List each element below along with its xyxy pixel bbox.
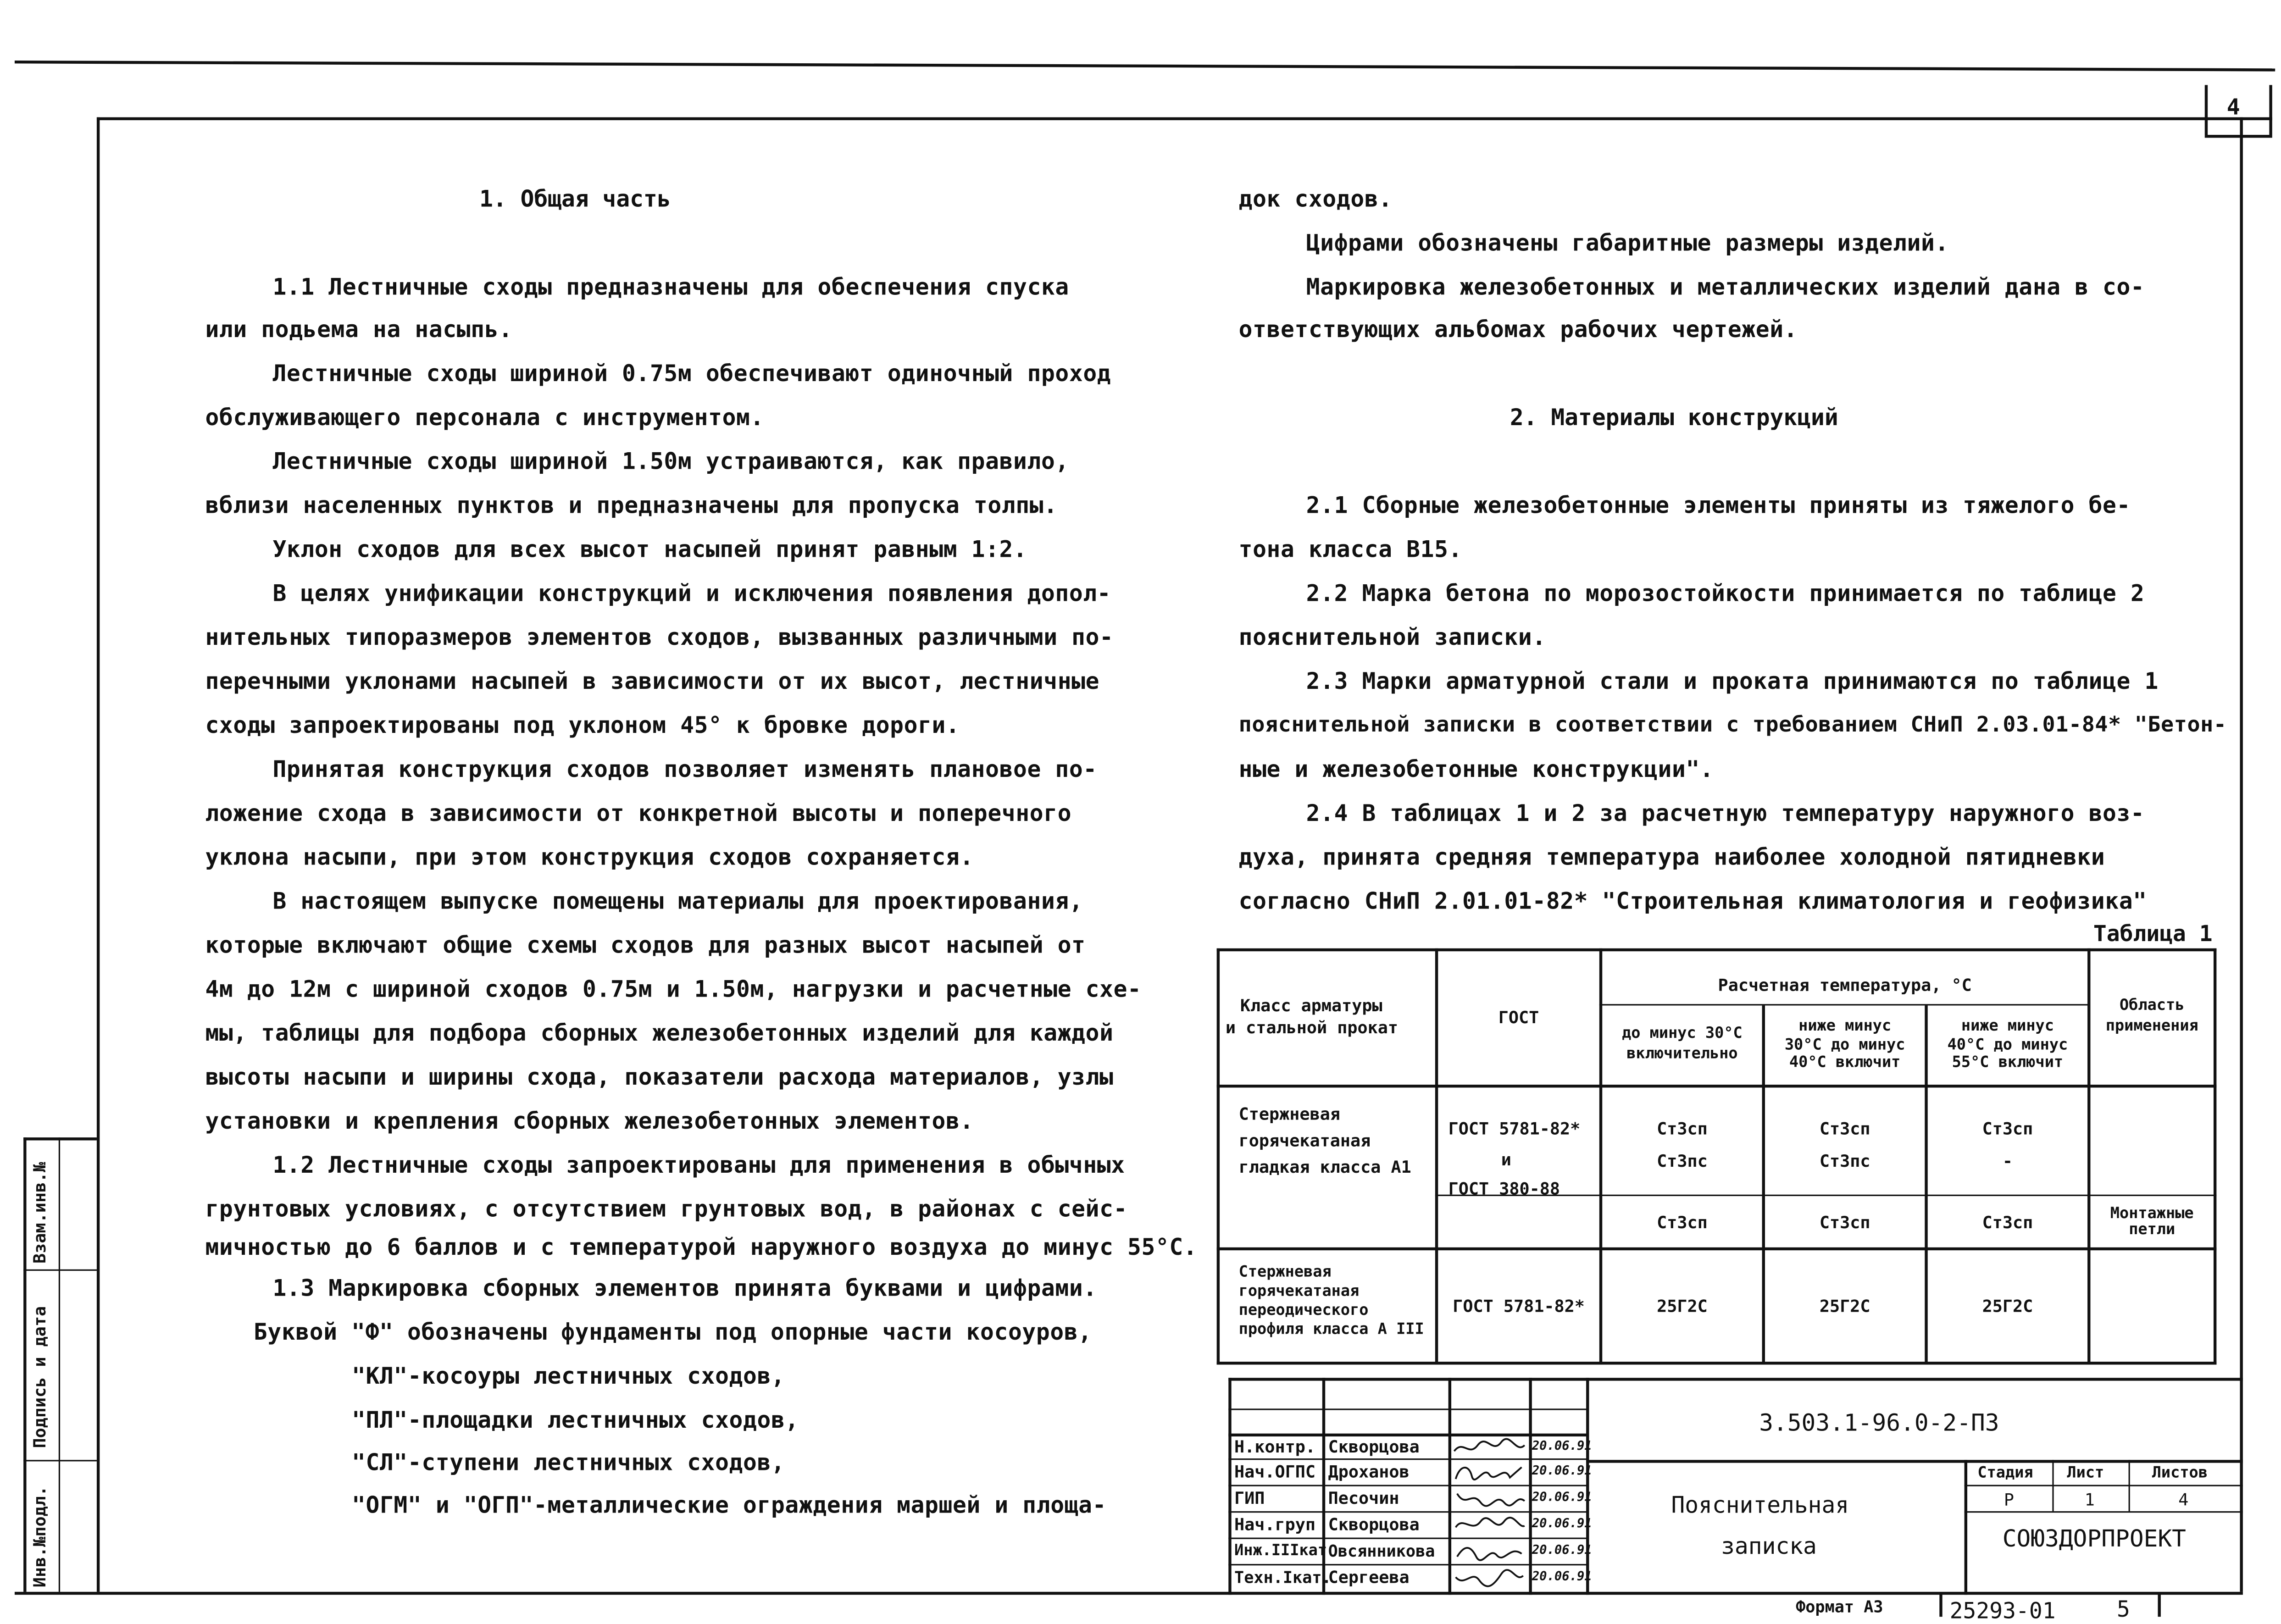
text-line: Уклон сходов для всех высот насыпей принят равным 1:2. <box>272 536 1027 563</box>
signature <box>1451 1541 1527 1563</box>
cell-text: Монтажные <box>2110 1205 2194 1223</box>
text-line: или подьема на насыпь. <box>205 316 513 343</box>
row2-t3: 25Г2С <box>1982 1295 2033 1316</box>
text-line: 2.1 Сборные железобетонные элементы приняты из тяжелого бе- <box>1306 492 2131 519</box>
cell-text: Ст3сп <box>1657 1119 1708 1139</box>
text-line: уклона насыпи, при этом конструкция сходов сохраняется. <box>205 844 974 871</box>
text-line: которые включают общие схемы сходов для разных высот насыпей от <box>205 932 1086 959</box>
corner-box-right <box>2269 85 2272 135</box>
row2-class <box>1239 1264 1432 1360</box>
text-line: пояснительной записки. <box>1238 624 1546 651</box>
title-grid <box>1586 1460 2243 1463</box>
row1-sub-t3: Ст3сп <box>1982 1211 2033 1232</box>
text-line: В целях унификации конструкций и исключения появления допол- <box>272 580 1111 607</box>
organization-name: СОЮЗДОРПРОЕКТ <box>2002 1524 2186 1552</box>
header-temperature: Расчетная температура, °C <box>1718 974 1972 995</box>
text-line: вблизи населенных пунктов и предназначены для пропуска толпы. <box>205 492 1058 519</box>
top-edge-line <box>15 61 2275 72</box>
text-line: Цифрами обозначены габаритные размеры изделий. <box>1306 230 1949 257</box>
text-line: обслуживающего персонала с инструментом. <box>205 405 765 431</box>
cell-text: горячекатаная <box>1238 1282 1360 1301</box>
role-name: Овсянникова <box>1328 1542 1435 1561</box>
cell-text: ГОСТ 380-88 <box>1448 1179 1560 1200</box>
header-t3 <box>1928 1005 2087 1085</box>
signature <box>1451 1436 1527 1458</box>
inventory-number: 25293-01 <box>1949 1597 2056 1624</box>
text-line: мичностью до 6 баллов и с температурой наружного воздуха до минус 55°C. <box>205 1234 1198 1261</box>
role-label: Н.контр. <box>1234 1436 1316 1457</box>
frame-top <box>97 117 2272 120</box>
title-grid <box>1965 1460 1967 1595</box>
cell-text: - <box>2002 1150 2013 1171</box>
title-block-border <box>1228 1378 2243 1380</box>
text-line: В настоящем выпуске помещены материалы для проектирования, <box>272 888 1083 915</box>
document-title-line: записка <box>1721 1533 1817 1560</box>
text-line: 4м до 12м с шириной сходов 0.75м и 1.50м, нагрузки и расчетные схе- <box>205 976 1142 1003</box>
cell-text: Ст3сп <box>1982 1119 2033 1139</box>
row1-sub-t1: Ст3сп <box>1657 1211 1708 1232</box>
title-grid <box>1965 1485 2243 1486</box>
sheet-corner-number: 4 <box>2226 94 2240 121</box>
sheets-value: 4 <box>2178 1489 2189 1510</box>
side-stamp-border <box>23 1137 97 1140</box>
header-t2 <box>1765 1005 1925 1085</box>
stage-header: Стадия <box>1977 1464 2033 1482</box>
text-line: Лестничные сходы шириной 0.75м обеспечивают одиночный проход <box>272 360 1111 387</box>
header-text: до минус 30°C <box>1622 1025 1743 1043</box>
text-line: "ПЛ"-площадки лестничных сходов, <box>352 1407 799 1434</box>
table-border <box>1217 1362 2217 1364</box>
sign-date: 20.06.91 <box>1532 1569 1592 1585</box>
table-caption: Таблица 1 <box>2093 920 2213 947</box>
signature <box>1451 1567 1527 1589</box>
sheets-header: Листов <box>2152 1464 2208 1482</box>
header-text: включительно <box>1626 1045 1738 1063</box>
row1-class <box>1239 1102 1432 1199</box>
table-grid <box>1217 1085 2217 1087</box>
header-text: 40°C включит <box>1789 1054 1901 1072</box>
text-line: нительных типоразмеров элементов сходов, вызванных различными по- <box>205 624 1114 651</box>
row2-gost: ГОСТ 5781-82* <box>1453 1295 1585 1316</box>
header-t1 <box>1602 1005 1762 1085</box>
cell-text: петли <box>2129 1221 2176 1239</box>
side-stamp-border <box>23 1460 97 1461</box>
cell-text: Стержневая <box>1238 1263 1332 1281</box>
role-label: Инж.IIIкат <box>1234 1542 1327 1560</box>
header-text: Область <box>2119 997 2185 1015</box>
document-title-line: Пояснительная <box>1671 1492 1849 1519</box>
sheet-value: 1 <box>2084 1489 2095 1510</box>
text-line: Лестничные сходы шириной 1.50м устраиваются, как правило, <box>272 448 1069 475</box>
header-text: применения <box>2105 1017 2198 1035</box>
row1-sub-area <box>2090 1197 2213 1247</box>
role-label: Нач.груп <box>1234 1514 1316 1535</box>
text-line: ложение схода в зависимости от конкретной высоты и поперечного <box>205 800 1072 827</box>
frame-bottom <box>15 1592 2243 1595</box>
role-name: Скворцова <box>1328 1514 1420 1535</box>
header-text: Класс арматуры <box>1240 995 1382 1016</box>
text-line: пояснительной записки в соответствии с требованием СНиП 2.03.01-84* "Бетон- <box>1238 712 2227 737</box>
text-line: 2.2 Марка бетона по морозостойкости принимается по таблице 2 <box>1306 580 2145 607</box>
section-1-heading: 1. Общая часть <box>479 186 671 213</box>
cell-text: Стержневая <box>1238 1103 1340 1125</box>
cell-text: Ст3сп <box>1819 1119 1870 1139</box>
title-grid <box>1228 1408 1587 1410</box>
sign-date: 20.06.91 <box>1532 1439 1592 1454</box>
side-stamp-label: Взам.инв.№ <box>29 1162 50 1264</box>
text-line: тона класса В15. <box>1238 536 1463 563</box>
text-line: согласно СНиП 2.01.01-82* "Строительная климатология и геофизика" <box>1238 888 2147 915</box>
text-line: ответствующих альбомах рабочих чертежей. <box>1238 316 1798 343</box>
title-grid <box>1965 1511 2243 1513</box>
role-label: Техн.Iкат. <box>1234 1568 1332 1588</box>
text-line: "КЛ"-косоуры лестничных сходов, <box>352 1363 785 1390</box>
header-text: ниже минус <box>1961 1017 2054 1035</box>
footer-divider <box>2158 1593 2161 1617</box>
role-label: Нач.ОГПС <box>1234 1461 1316 1482</box>
title-grid <box>2129 1460 2130 1511</box>
footer-divider <box>1939 1593 1942 1617</box>
table-border <box>1217 948 1220 1365</box>
text-line: 2.3 Марки арматурной стали и проката принимаются по таблице 1 <box>1306 668 2159 695</box>
cell-text: горячекатаная <box>1238 1130 1371 1151</box>
text-line: 1.2 Лестничные сходы запроектированы для применения в обычных <box>272 1152 1125 1179</box>
cell-text: и <box>1501 1148 1511 1170</box>
text-line: сходы запроектированы под уклоном 45° к бровке дороги. <box>205 712 960 739</box>
row1-gost <box>1449 1114 1595 1217</box>
sheet-serial: 5 <box>2117 1596 2130 1623</box>
cell-text: Ст3пс <box>1819 1150 1870 1171</box>
corner-box-left <box>2205 85 2208 135</box>
header-text: ниже минус <box>1798 1017 1892 1035</box>
signature <box>1451 1514 1527 1536</box>
text-line: 2.4 В таблицах 1 и 2 за расчетную температуру наружного воз- <box>1306 800 2145 827</box>
paper-format: Формат А3 <box>1796 1597 1883 1617</box>
text-line: духа, принята средняя температура наиболее холодной пятидневки <box>1238 844 2105 871</box>
sign-date: 20.06.91 <box>1532 1517 1592 1532</box>
side-stamp-border <box>23 1269 97 1271</box>
header-text: 40°C до минус <box>1947 1036 2068 1053</box>
side-stamp-border <box>23 1137 26 1592</box>
text-line: высоты насыпи и ширины схода, показатели расхода материалов, узлы <box>205 1064 1114 1091</box>
stage-value: Р <box>2004 1489 2015 1510</box>
text-line: мы, таблицы для подбора сборных железобетонных изделий для каждой <box>205 1020 1114 1047</box>
row2-t1: 25Г2С <box>1657 1295 1708 1316</box>
side-stamp-label: Инв.№подл. <box>29 1485 50 1588</box>
role-name: Скворцова <box>1328 1436 1420 1457</box>
signature <box>1451 1461 1527 1483</box>
row1-t3 <box>1928 1111 2087 1181</box>
header-class <box>1226 950 1434 1085</box>
text-line: грунтовых условиях, с отсутствием грунтовых вод, в районах с сейс- <box>205 1196 1128 1223</box>
text-line: ные и железобетонные конструкции". <box>1238 756 1714 783</box>
section-2-heading: 2. Материалы конструкций <box>1510 405 1838 431</box>
text-line: Буквой "Ф" обозначены фундаменты под опорные части косоуров, <box>253 1319 1092 1346</box>
cell-text: ГОСТ 5781-82* <box>1448 1118 1581 1139</box>
sheet-header: Лист <box>2067 1464 2104 1482</box>
document-code: 3.503.1-96.0-2-ПЗ <box>1759 1408 1999 1437</box>
side-stamp-border <box>59 1137 60 1592</box>
text-line: 1.3 Маркировка сборных элементов принята буквами и цифрами. <box>272 1275 1097 1302</box>
cell-text: Ст3пс <box>1657 1150 1708 1171</box>
row2-t2: 25Г2С <box>1819 1295 1870 1316</box>
header-gost: ГОСТ <box>1498 1006 1539 1027</box>
sign-date: 20.06.91 <box>1532 1543 1592 1558</box>
frame-left <box>97 117 100 1592</box>
text-line: "СЛ"-ступени лестничных сходов, <box>352 1449 785 1476</box>
role-label: ГИП <box>1234 1487 1265 1508</box>
text-line: "ОГМ" и "ОГП"-металлические ограждения маршей и площа- <box>352 1492 1107 1519</box>
header-text: 55°C включит <box>1952 1054 2064 1072</box>
cell-text: гладкая класса А1 <box>1238 1156 1411 1177</box>
sign-date: 20.06.91 <box>1532 1491 1592 1506</box>
cell-text: переодического <box>1238 1302 1369 1320</box>
role-name: Сергеева <box>1328 1567 1410 1588</box>
table-border <box>2214 948 2216 1365</box>
title-grid <box>2052 1460 2053 1511</box>
row1-sub-t2: Ст3сп <box>1819 1211 1870 1232</box>
frame-right <box>2240 117 2242 1592</box>
header-text: 30°C до минус <box>1784 1036 1905 1053</box>
text-line: установки и крепления сборных железобетонных элементов. <box>205 1108 974 1135</box>
text-line: перечными уклонами насыпей в зависимости от их высот, лестничные <box>205 668 1100 695</box>
side-stamp-label: Подпись и дата <box>29 1306 50 1448</box>
corner-box-bottom <box>2205 135 2272 138</box>
role-name: Песочин <box>1328 1487 1399 1508</box>
row1-t1 <box>1602 1111 1762 1181</box>
text-line: Маркировка железобетонных и металлических изделий дана в со- <box>1306 274 2145 301</box>
text-line: Принятая конструкция сходов позволяет изменять плановое по- <box>272 756 1097 783</box>
header-text: и стальной прокат <box>1225 1017 1399 1038</box>
role-name: Дроханов <box>1328 1461 1410 1482</box>
header-area <box>2090 950 2213 1085</box>
sign-date: 20.06.91 <box>1532 1464 1592 1479</box>
text-line: 1.1 Лестничные сходы предназначены для обеспечения спуска <box>272 274 1069 301</box>
cell-text: профиля класса А III <box>1238 1321 1424 1339</box>
text-line: док сходов. <box>1238 186 1393 213</box>
signature <box>1451 1488 1527 1510</box>
row1-t2 <box>1765 1111 1925 1181</box>
